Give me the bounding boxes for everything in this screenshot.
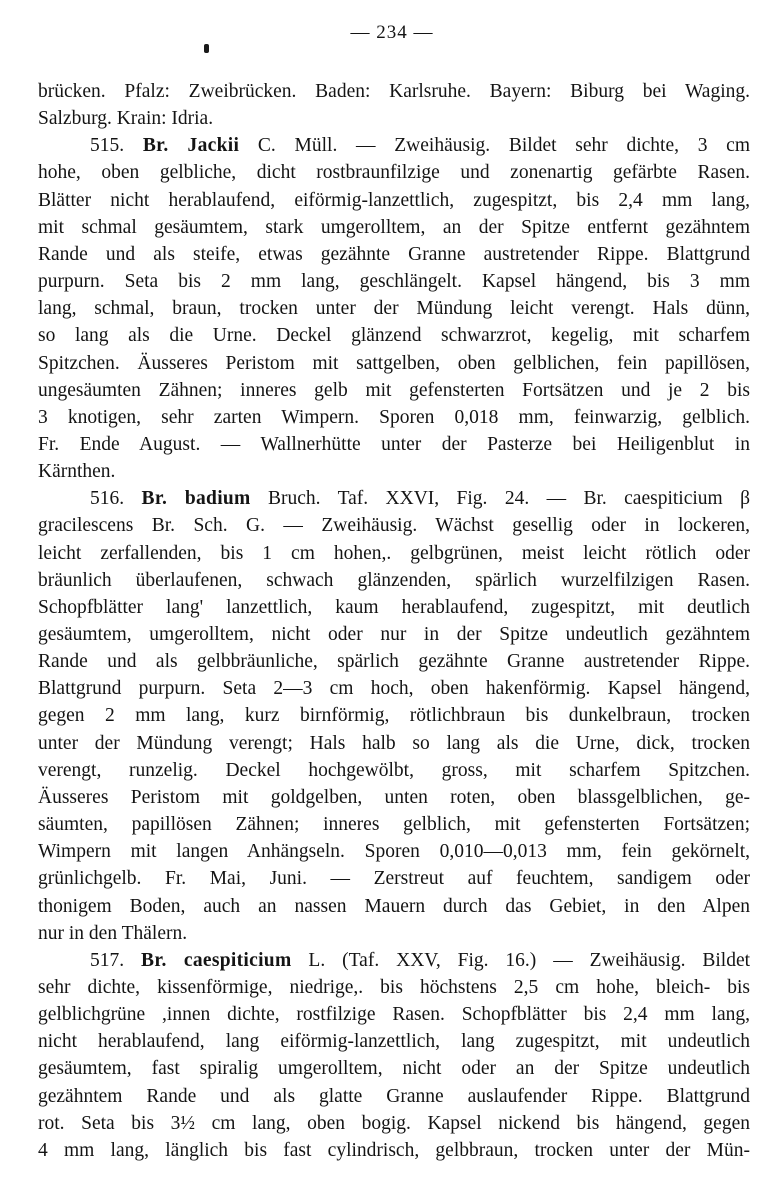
line-text: rot. Seta bis 3½ cm lang, oben bogig. Kapsel nickend bis hängend, gegen	[38, 1112, 750, 1134]
text-line	[38, 159, 750, 186]
line-text: lang, schmal, braun, trocken unter der Mündung leicht verengt. Hals dünn,	[38, 298, 750, 320]
line-text: nur in den Thälern.	[38, 922, 188, 944]
text-line	[38, 377, 750, 404]
line-text: Taf. XXVI, Fig. 24. — Br. caespiticium β	[337, 488, 751, 510]
text-line	[38, 105, 750, 132]
text-line	[38, 1055, 750, 1082]
line-text: hohe, oben gelbliche, dicht rostbraunfilzige und zonenartig gefärbte Rasen.	[38, 162, 750, 184]
line-text: 3 knotigen, sehr zarten Wimpern. Sporen 0,018 mm, feinwarzig, gelblich.	[38, 406, 750, 428]
species-name: Br. badium	[141, 488, 251, 510]
line-text: Wimpern mit langen Anhängseln. Sporen 0,010—0,013 mm, fein gekörnelt,	[38, 841, 750, 863]
line-text: purpurn. Seta bis 2 mm lang, geschlängelt. Kapsel hängend, bis 3 mm	[38, 271, 750, 293]
text-line	[38, 675, 750, 702]
entry-number: 516.	[90, 488, 125, 510]
text-line	[38, 241, 750, 268]
text-line	[38, 865, 750, 892]
line-text: Kärnthen.	[38, 461, 116, 483]
line-text: verengt, runzelig. Deckel hochgewölbt, gross, mit scharfem Spitzchen.	[38, 759, 750, 781]
text-line	[38, 567, 750, 594]
line-text: gesäumtem, fast spiralig umgerolltem, nicht oder an der Spitze undeutlich	[38, 1058, 750, 1080]
entry-number: 517.	[90, 949, 125, 971]
line-text: bräunlich überlaufenen, schwach glänzenden, spärlich wurzelfilzigen Rasen.	[38, 569, 750, 591]
text-line	[38, 1001, 750, 1028]
line-text: Fr. Ende August. — Wallnerhütte unter der Pasterze bei Heiligenblut in	[38, 433, 750, 455]
text-line	[38, 78, 750, 105]
text-line	[38, 214, 750, 241]
line-text: Äusseres Peristom mit goldgelben, unten roten, oben blassgelblichen, ge-	[38, 786, 750, 808]
line-text: säumten, papillösen Zähnen; inneres gelblich, mit gefensterten Fortsätzen;	[38, 814, 750, 836]
line-text: (Taf. XXV, Fig. 16.) — Zweihäusig. Bildet	[342, 949, 751, 971]
text-line	[38, 1083, 750, 1110]
text-line	[38, 458, 750, 485]
text-line	[38, 974, 750, 1001]
species-authority: Bruch.	[268, 488, 321, 510]
line-text: thonigem Boden, auch an nassen Mauern durch das Gebiet, in den Alpen	[38, 895, 750, 917]
text-line	[38, 512, 750, 539]
line-text: Bildet sehr dichte, 3 cm	[508, 135, 751, 157]
text-line	[38, 920, 750, 947]
species-authority: C. Müll. — Zweihäusig.	[257, 135, 491, 157]
line-text: sehr dichte, kissenförmige, niedrige,. bis höchstens 2,5 cm hohe, bleich- bis	[38, 976, 750, 998]
line-text: so lang als die Urne. Deckel glänzend schwarzrot, kegelig, mit scharfem	[38, 325, 750, 347]
text-line	[38, 784, 750, 811]
species-authority: L.	[308, 949, 326, 971]
text-line	[90, 947, 750, 974]
line-text: Rande und als steife, etwas gezähnte Granne austretender Rippe. Blattgrund	[38, 243, 750, 265]
text-line	[38, 268, 750, 295]
text-line	[38, 594, 750, 621]
species-name: Br. Jackii	[142, 135, 240, 157]
line-text: unter der Mündung verengt; Hals halb so lang als die Urne, dick, trocken	[38, 732, 750, 754]
text-line	[38, 322, 750, 349]
line-text: gesäumtem, umgerolltem, nicht oder nur in der Spitze undeutlich gezähntem	[38, 624, 750, 645]
line-text: gracilescens Br. Sch. G. — Zweihäusig. Wächst gesellig oder in lockeren,	[38, 515, 750, 537]
line-text: leicht zerfallenden, bis 1 cm hohen,. gelbgrünen, meist leicht rötlich oder	[38, 542, 750, 564]
line-text: grünlichgelb. Fr. Mai, Juni. — Zerstreut auf feuchtem, sandigem oder	[38, 868, 750, 890]
text-line	[38, 838, 750, 865]
line-text: mit schmal gesäumtem, stark umgerolltem, an der Spitze entfernt gezähntem	[38, 216, 750, 238]
line-text: gegen 2 mm lang, kurz birnförmig, rötlichbraun bis dunkelbraun, trocken	[38, 705, 750, 727]
line-text: Schopfblätter lang' lanzettlich, kaum herablaufend, zugespitzt, mit deutlich	[38, 596, 750, 618]
text-line	[38, 811, 750, 838]
species-name: Br. caespiticium	[141, 949, 292, 971]
line-text: brücken. Pfalz: Zweibrücken. Baden: Karlsruhe. Bayern: Biburg bei Waging.	[38, 81, 750, 102]
text-line	[38, 702, 750, 729]
line-text: Rande und als gelbbräunliche, spärlich gezähnte Granne austretender Rippe.	[38, 651, 750, 673]
text-line	[38, 1028, 750, 1055]
text-line	[38, 730, 750, 757]
text-line	[90, 485, 750, 512]
text-line	[38, 431, 750, 458]
text-line	[38, 648, 750, 675]
text-line	[38, 1110, 750, 1137]
text-line	[90, 132, 750, 159]
line-text: gelblichgrüne ,innen dichte, rostfilzige Rasen. Schopfblätter bis 2,4 mm lang,	[38, 1004, 750, 1026]
line-text: Spitzchen. Äusseres Peristom mit sattgelben, oben gelblichen, fein papillösen,	[38, 352, 750, 374]
text-line	[38, 350, 750, 377]
line-text: Salzburg. Krain: Idria.	[38, 108, 214, 130]
text-line	[38, 295, 750, 322]
text-line	[38, 540, 750, 567]
text-line	[38, 621, 750, 648]
text-line	[38, 893, 750, 920]
line-text: Blätter nicht herablaufend, eiförmig-lanzettlich, zugespitzt, bis 2,4 mm lang,	[38, 189, 750, 211]
text-line	[38, 1137, 750, 1164]
text-line	[38, 187, 750, 214]
text-line	[38, 757, 750, 784]
text-line	[38, 404, 750, 431]
ink-speck	[204, 44, 209, 53]
entry-number: 515.	[90, 135, 125, 157]
line-text: Blattgrund purpurn. Seta 2—3 cm hoch, oben hakenförmig. Kapsel hängend,	[38, 678, 750, 700]
line-text: nicht herablaufend, lang eiförmig-lanzettlich, lang zugespitzt, mit undeutlich	[38, 1031, 750, 1053]
line-text: ungesäumten Zähnen; inneres gelb mit gefensterten Fortsätzen und je 2 bis	[38, 379, 750, 401]
line-text: 4 mm lang, länglich bis fast cylindrisch, gelbbraun, trocken unter der Mün-	[38, 1139, 750, 1161]
line-text: gezähntem Rande und als glatte Granne auslaufender Rippe. Blattgrund	[38, 1085, 750, 1107]
page-number: — 234 —	[350, 22, 434, 43]
